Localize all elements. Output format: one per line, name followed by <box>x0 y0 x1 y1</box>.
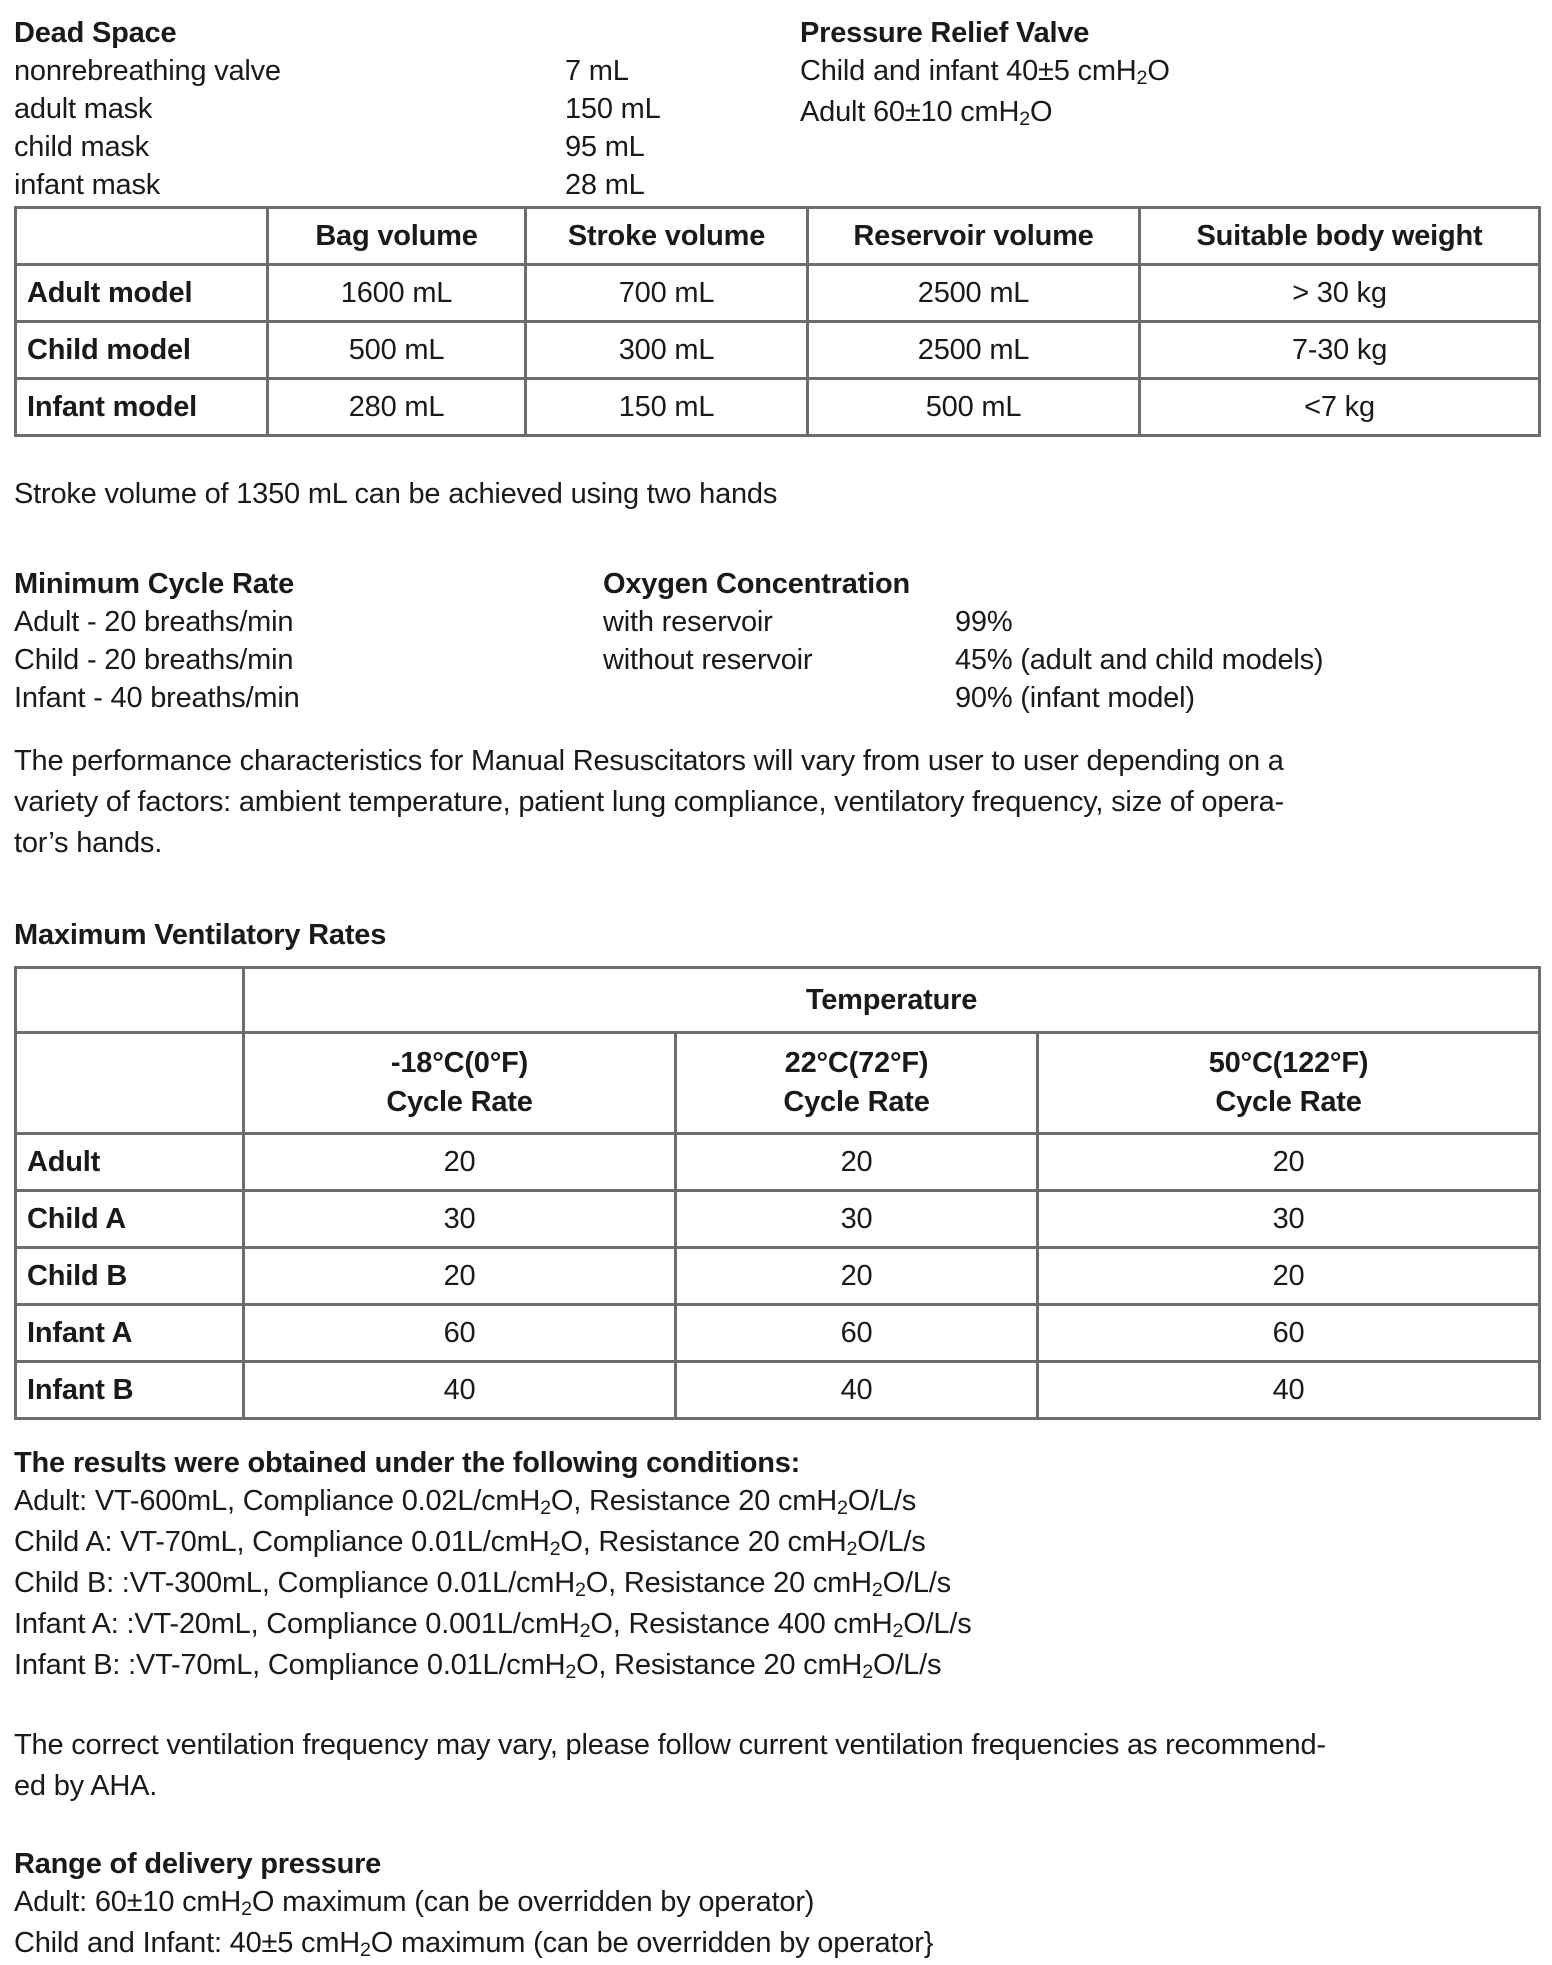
conditions-line <box>14 1564 1542 1605</box>
delivery-text: Child and Infant: 40±5 cmH <box>14 1927 361 1959</box>
specs-row-label: Adult model <box>16 265 268 322</box>
vent-row-label: Infant A <box>16 1305 244 1362</box>
specs-cell-bag: 1600 mL <box>268 265 526 322</box>
conditions-line <box>14 1605 1542 1646</box>
vent-cell: 40 <box>1038 1362 1540 1419</box>
vent-col-metric: Cycle Rate <box>783 1086 930 1118</box>
performance-line-2: variety of factors: ambient temperature, patient lung compliance, ventilatory frequency, size of opera- <box>14 786 1285 818</box>
stroke-volume-note: Stroke volume of 1350 mL can be achieved using two hands <box>14 478 778 510</box>
vent-row-label: Child B <box>16 1248 244 1305</box>
vent-row-label: Infant B <box>16 1362 244 1419</box>
oxygen-row <box>603 603 1543 641</box>
frequency-line-1: The correct ventilation frequency may vary, please follow current ventilation frequencies as recommend- <box>14 1729 1326 1761</box>
oxygen-row <box>603 641 1543 679</box>
vent-cell: 30 <box>244 1191 676 1248</box>
delivery-pressure-line <box>14 1883 1542 1924</box>
pressure-relief-valve-heading: Pressure Relief Valve <box>800 17 1090 49</box>
specs-col-bag-volume: Bag volume <box>268 208 526 265</box>
specs-cell-reservoir: 2500 mL <box>808 265 1140 322</box>
dead-space-section <box>14 14 794 204</box>
pressure-relief-valve-section <box>800 14 1540 134</box>
specs-col-reservoir-volume: Reservoir volume <box>808 208 1140 265</box>
minimum-cycle-rate-line: Adult - 20 breaths/min <box>14 606 294 638</box>
condition-text-tail: O/L/s <box>872 1649 942 1681</box>
vent-cell: 30 <box>676 1191 1038 1248</box>
specs-cell-stroke: 700 mL <box>526 265 808 322</box>
oxygen-row <box>603 679 1543 717</box>
condition-text: Child A: VT-70mL, Compliance 0.01L/cmH <box>14 1526 550 1558</box>
vent-cell: 40 <box>676 1362 1038 1419</box>
vent-temperature-group-header: Temperature <box>244 968 1540 1033</box>
specs-cell-bag: 280 mL <box>268 379 526 436</box>
conditions-section <box>14 1444 1542 1687</box>
oxygen-label: without reservoir <box>603 644 813 676</box>
condition-text: Adult: VT-600mL, Compliance 0.02L/cmH <box>14 1485 541 1517</box>
dead-space-row <box>14 166 794 204</box>
condition-text-mid: O, Resistance 20 cmH <box>560 1526 847 1558</box>
table-row <box>16 1305 1540 1362</box>
vent-cell: 40 <box>244 1362 676 1419</box>
vent-cell: 60 <box>244 1305 676 1362</box>
specs-cell-stroke: 150 mL <box>526 379 808 436</box>
oxygen-concentration-section <box>603 565 1543 717</box>
minimum-cycle-rate-line: Child - 20 breaths/min <box>14 644 294 676</box>
condition-text: Child B: :VT-300mL, Compliance 0.01L/cmH <box>14 1567 575 1599</box>
delivery-subscript: 2 <box>360 1939 371 1962</box>
dead-space-label: child mask <box>14 131 149 163</box>
prv-subscript: 2 <box>1136 67 1148 90</box>
condition-text-mid: O, Resistance 20 cmH <box>585 1567 872 1599</box>
vent-cell: 20 <box>1038 1248 1540 1305</box>
maximum-ventilatory-rates-heading: Maximum Ventilatory Rates <box>14 919 387 951</box>
vent-cell: 20 <box>676 1134 1038 1191</box>
prv-subscript: 2 <box>1019 108 1031 131</box>
top-specs-block <box>10 14 1542 201</box>
vent-corner-blank-2 <box>16 1033 244 1134</box>
table-group-header-row <box>16 968 1540 1033</box>
table-row <box>16 322 1540 379</box>
specs-cell-reservoir: 2500 mL <box>808 322 1140 379</box>
dead-space-value: 150 mL <box>565 93 661 125</box>
table-row <box>16 265 1540 322</box>
table-row <box>16 1248 1540 1305</box>
ventilation-frequency-note <box>14 1725 1536 1807</box>
vent-cell: 20 <box>1038 1134 1540 1191</box>
delivery-text-tail: O maximum (can be overridden by operator) <box>251 1886 815 1918</box>
conditions-line <box>14 1646 1542 1687</box>
specs-row-label: Child model <box>16 322 268 379</box>
condition-subscript: 2 <box>540 1497 551 1520</box>
minimum-cycle-rate-section <box>14 565 574 717</box>
vent-col-50 <box>1038 1033 1540 1134</box>
specs-cell-weight: <7 kg <box>1140 379 1540 436</box>
vent-col-minus18 <box>244 1033 676 1134</box>
specs-cell-stroke: 300 mL <box>526 322 808 379</box>
condition-subscript: 2 <box>549 1538 561 1561</box>
condition-subscript: 2 <box>565 1661 577 1684</box>
vent-cell: 20 <box>244 1134 676 1191</box>
table-row <box>16 1191 1540 1248</box>
condition-subscript: 2 <box>871 1579 883 1602</box>
delivery-pressure-line <box>14 1924 1542 1965</box>
performance-line-1: The performance characteristics for Manual Resuscitators will vary from user to user depending on a <box>14 745 1284 777</box>
dead-space-label: infant mask <box>14 169 161 201</box>
conditions-line <box>14 1482 1542 1523</box>
dead-space-value: 7 mL <box>565 55 629 87</box>
condition-text-tail: O/L/s <box>882 1567 951 1599</box>
condition-subscript: 2 <box>862 1661 873 1684</box>
condition-subscript: 2 <box>574 1579 586 1602</box>
specs-col-suitable-body-weight: Suitable body weight <box>1140 208 1540 265</box>
specs-cell-weight: > 30 kg <box>1140 265 1540 322</box>
dead-space-heading: Dead Space <box>14 17 177 49</box>
vent-cell: 20 <box>676 1248 1038 1305</box>
vent-col-temp: -18°C(0°F) <box>390 1047 529 1079</box>
prv-text: Adult 60±10 cmH <box>800 96 1020 128</box>
condition-text-tail: O/L/s <box>903 1608 972 1640</box>
vent-col-metric: Cycle Rate <box>386 1086 533 1118</box>
dead-space-value: 95 mL <box>565 131 645 163</box>
delivery-text-tail: O maximum (can be overridden by operator} <box>370 1927 934 1959</box>
specs-row-label: Infant model <box>16 379 268 436</box>
table-row <box>16 1134 1540 1191</box>
condition-subscript: 2 <box>892 1620 904 1643</box>
specs-col-blank <box>16 208 268 265</box>
oxygen-label: with reservoir <box>603 606 773 638</box>
specifications-table <box>14 206 1541 437</box>
vent-col-temp: 50°C(122°F) <box>1208 1047 1369 1079</box>
frequency-line-2: ed by AHA. <box>14 1770 158 1802</box>
delivery-text: Adult: 60±10 cmH <box>14 1886 242 1918</box>
condition-subscript: 2 <box>837 1497 848 1520</box>
vent-cell: 60 <box>1038 1305 1540 1362</box>
condition-text-tail: O/L/s <box>847 1485 917 1517</box>
dead-space-row <box>14 52 794 90</box>
dead-space-row <box>14 128 794 166</box>
table-header-row <box>16 208 1540 265</box>
condition-subscript: 2 <box>579 1620 591 1643</box>
performance-line-3: tor’s hands. <box>14 827 163 859</box>
dead-space-row <box>14 90 794 128</box>
condition-text-mid: O, Resistance 20 cmH <box>550 1485 838 1517</box>
dead-space-label: nonrebreathing valve <box>14 55 281 87</box>
dead-space-value: 28 mL <box>565 169 645 201</box>
prv-text-tail: O <box>1147 55 1170 87</box>
oxygen-value: 90% (infant model) <box>955 682 1195 714</box>
delivery-pressure-heading: Range of delivery pressure <box>14 1848 382 1880</box>
vent-row-label: Adult <box>16 1134 244 1191</box>
specs-cell-bag: 500 mL <box>268 322 526 379</box>
vent-cell: 20 <box>244 1248 676 1305</box>
minimum-cycle-rate-heading: Minimum Cycle Rate <box>14 568 295 600</box>
table-header-row <box>16 1033 1540 1134</box>
table-row <box>16 379 1540 436</box>
condition-text-mid: O, Resistance 20 cmH <box>576 1649 863 1681</box>
dead-space-label: adult mask <box>14 93 153 125</box>
vent-cell: 30 <box>1038 1191 1540 1248</box>
specs-col-stroke-volume: Stroke volume <box>526 208 808 265</box>
prv-text: Child and infant 40±5 cmH <box>800 55 1137 87</box>
delivery-subscript: 2 <box>241 1898 252 1921</box>
vent-corner-blank <box>16 968 244 1033</box>
condition-text: Infant B: :VT-70mL, Compliance 0.01L/cmH <box>14 1649 566 1681</box>
prv-text-tail: O <box>1030 96 1053 128</box>
pressure-relief-valve-line <box>800 52 1540 93</box>
condition-text-tail: O/L/s <box>857 1526 926 1558</box>
conditions-line <box>14 1523 1542 1564</box>
minimum-cycle-rate-line: Infant - 40 breaths/min <box>14 682 300 714</box>
vent-col-metric: Cycle Rate <box>1215 1086 1362 1118</box>
vent-row-label: Child A <box>16 1191 244 1248</box>
rates-and-oxygen-block <box>14 565 1542 717</box>
oxygen-concentration-heading: Oxygen Concentration <box>603 568 910 600</box>
specs-cell-reservoir: 500 mL <box>808 379 1140 436</box>
oxygen-value: 45% (adult and child models) <box>955 644 1324 676</box>
delivery-pressure-section <box>14 1845 1542 1965</box>
performance-characteristics-note <box>14 741 1536 864</box>
maximum-ventilatory-rates-table <box>14 966 1541 1420</box>
specs-cell-weight: 7-30 kg <box>1140 322 1540 379</box>
oxygen-value: 99% <box>955 606 1013 638</box>
table-row <box>16 1362 1540 1419</box>
pressure-relief-valve-line <box>800 93 1540 134</box>
conditions-heading: The results were obtained under the following conditions: <box>14 1447 801 1479</box>
vent-col-temp: 22°C(72°F) <box>784 1047 929 1079</box>
condition-text: Infant A: :VT-20mL, Compliance 0.001L/cmH <box>14 1608 580 1640</box>
condition-text-mid: O, Resistance 400 cmH <box>590 1608 893 1640</box>
vent-cell: 60 <box>676 1305 1038 1362</box>
condition-subscript: 2 <box>846 1538 858 1561</box>
vent-col-22 <box>676 1033 1038 1134</box>
